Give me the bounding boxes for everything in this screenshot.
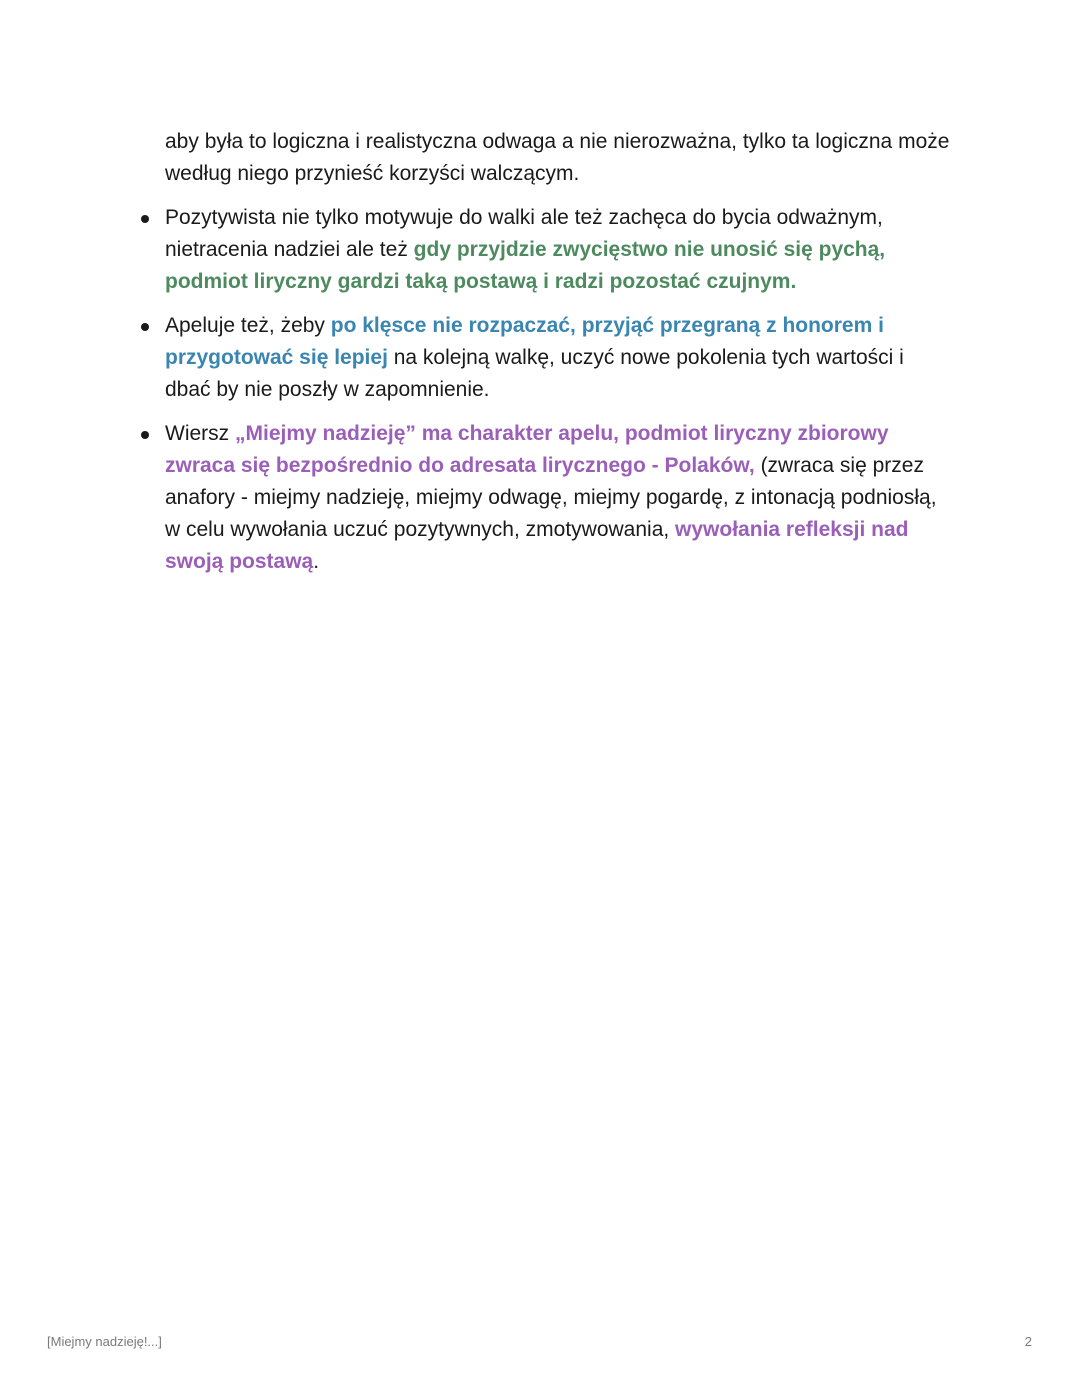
highlighted-text: „Miejmy nadzieję” ma charakter apelu, podmiot liryczny zbiorowy zwraca się bezpośrednio do adresata lirycznego - Polaków, [165,422,889,477]
highlighted-text: po klęsce nie rozpaczać, przyjąć przegraną z honorem i przygotować się lepiej [165,314,884,369]
document-body [165,126,955,590]
list-item [165,202,955,298]
highlighted-text: gdy przyjdzie zwycięstwo nie unosić się pychą, podmiot liryczny gardzi taką postawą i radzi pozostać czujnym. [165,238,886,293]
bullet-text: na kolejną walkę, uczyć nowe pokolenia tych wartości i dbać by nie poszły w zapomnienie. [165,346,904,401]
list-item [165,418,955,578]
bullet-list [165,202,955,578]
bullet-text: Apeluje też, żeby [165,314,331,337]
bullet-icon [141,215,149,223]
highlighted-text: wywołania refleksji nad swoją postawą [165,518,909,573]
page-number: 2 [1024,1334,1032,1349]
continuation-paragraph: aby była to logiczna i realistyczna odwaga a nie nierozważna, tylko ta logiczna może według niego przynieść korzyści walczącym. [165,130,950,185]
bullet-icon [141,431,149,439]
bullet-text: (zwraca się przez anafory - miejmy nadzieję, miejmy odwagę, miejmy pogardę, z intonacją podniosłą, w celu wywołania uczuć pozytywnych, zmotywowania, [165,454,937,541]
list-item [165,310,955,406]
bullet-text: Wiersz [165,422,235,445]
bullet-text: Pozytywista nie tylko motywuje do walki ale też zachęca do bycia odważnym, nietracenia nadziei ale też [165,206,883,261]
footer-title: [Miejmy nadzieję!...] [47,1334,162,1349]
bullet-icon [141,323,149,331]
bullet-text: . [313,550,320,573]
